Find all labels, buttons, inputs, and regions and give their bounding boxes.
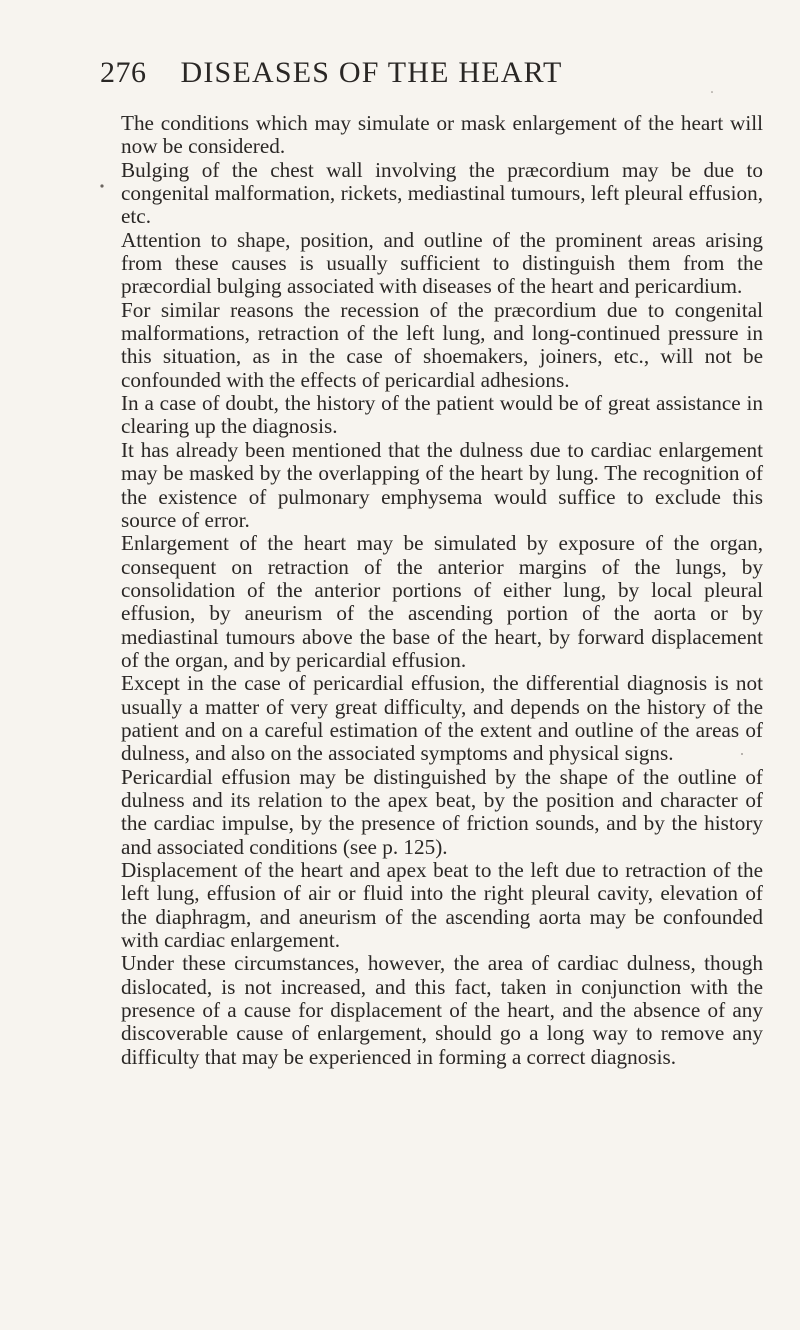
body-text: [121, 112, 763, 1069]
running-title: DISEASES OF THE HEART: [180, 56, 563, 89]
paragraph: Enlargement of the heart may be simulated by exposure of the organ, consequent on retraction of the anterior margins of the lungs, by consolidation of the anterior portions of either lung, by local pleural effusion, by aneurism of the ascending portion of the aorta or by mediastinal tumours above the base of the heart, by forward displacement of the organ, and by pericardial effusion.: [121, 531, 763, 672]
paragraph: Except in the case of pericardial effusion, the differential diagnosis is not usually a matter of very great difficulty, and depends on the history of the patient and on a careful estimation of the extent and outline of the areas of dulness, and also on the associated symptoms and physical signs.: [121, 671, 763, 766]
page-number: 276: [100, 56, 147, 89]
paragraph: Displacement of the heart and apex beat to the left due to retraction of the left lung, effusion of air or fluid into the right pleural cavity, elevation of the diaphragm, and aneurism of the ascending aorta may be confounded with cardiac enlargement.: [121, 858, 763, 953]
paragraph: Pericardial effusion may be distinguished by the shape of the outline of dulness and its relation to the apex beat, by the position and character of the cardiac impulse, by the presence of friction sounds, and by the history and associated conditions (see p. 125).: [121, 764, 763, 859]
paragraph: For similar reasons the recession of the præcordium due to congenital malformations, retraction of the left lung, and long-continued pressure in this situation, as in the case of shoemakers, joiners, etc., will not be confounded with the effects of pericardial adhesions.: [121, 297, 763, 392]
paragraph: Bulging of the chest wall involving the præcordium may be due to congenital malformation, rickets, mediastinal tumours, left pleural effusion, etc.: [121, 157, 763, 229]
paragraph: It has already been mentioned that the dulness due to cardiac enlargement may be masked by the overlapping of the heart by lung. The recognition of the existence of pulmonary emphysema would suffice to exclude this source of error.: [121, 437, 763, 532]
running-head: [100, 56, 760, 92]
paragraph: The conditions which may simulate or mask enlargement of the heart will now be considered.: [121, 111, 763, 159]
paragraph: In a case of doubt, the history of the patient would be of great assistance in clearing up the diagnosis.: [121, 391, 763, 439]
speck-mark: [100, 184, 103, 187]
paragraph: Attention to shape, position, and outline of the prominent areas arising from these causes is usually sufficient to distinguish them from the præcordial bulging associated with diseases of the heart and pericardium.: [121, 227, 763, 299]
paragraph: Under these circumstances, however, the area of cardiac dulness, though dislocated, is not increased, and this fact, taken in conjunction with the presence of a cause for displacement of the heart, and the absence of any discoverable cause of enlargement, should go a long way to remove any difficulty that may be experienced in forming a correct diagnosis.: [121, 951, 763, 1069]
